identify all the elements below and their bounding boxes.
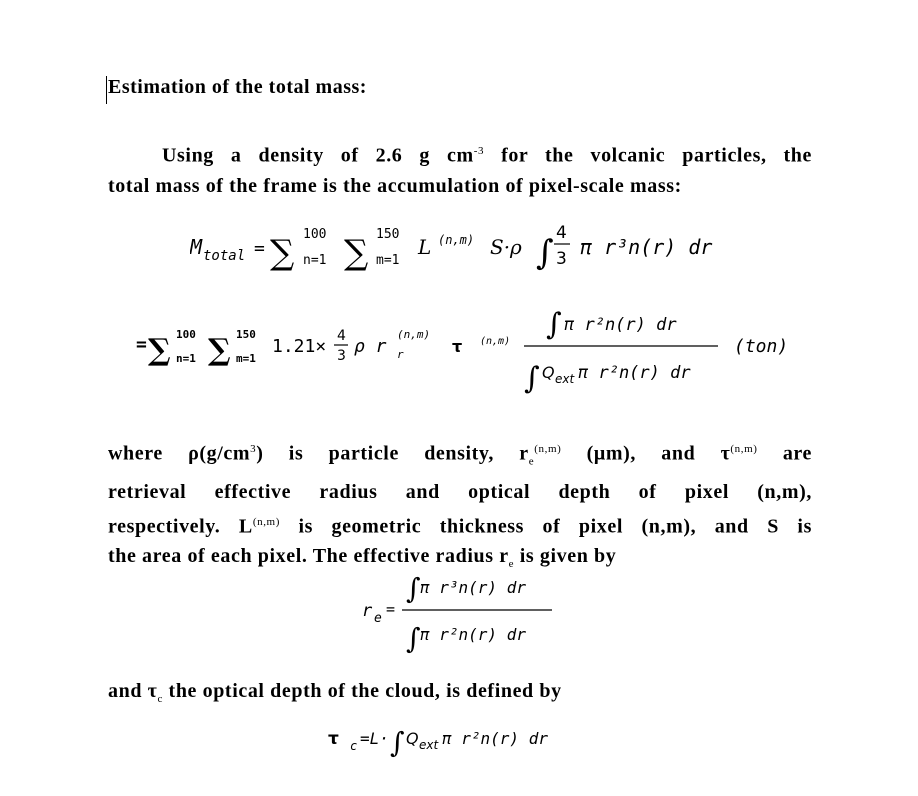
eq2-sum2-symbol: ∑ [208,333,231,368]
eq2-den-Q: Q [542,363,555,382]
eq2-r-sub: r [397,348,404,361]
eq3-lhs: r [362,601,373,621]
eq1-sum2-bot: m=1 [376,253,400,268]
definition-line-2: retrieval effective radius and optical depth of pixel (n,m), [108,480,812,503]
eq4-integrand: π r²n(r) dr [442,729,548,748]
eq2-frac-den: 3 [337,348,346,364]
definition-line-4: the area of each pixel. The effective radius $r_e$ is given by [108,545,617,571]
equation-total-mass [190,220,750,280]
intro-line-1: Using a density of 2.6 g $cm^{-3}$ for the volcanic particles, the [162,144,812,167]
eq2-num-integral: ∫ [546,307,562,342]
eq4-eq-L: =L· [360,729,389,748]
eq3-num-integral: ∫ [406,572,421,605]
eq4-Q: Q [406,729,419,748]
eq2-sum1-top: 100 [176,328,196,341]
eq3-den-integral: ∫ [406,622,421,655]
eq2-sum1-bot: n=1 [176,352,196,365]
eq4-Q-sub: ext [419,738,439,752]
intro-paragraph [108,136,812,201]
eq2-frac-num: 4 [337,328,346,344]
text-cursor [106,76,107,104]
eq3-denominator: π r²n(r) dr [420,625,526,644]
eq2-sum2-top: 150 [236,328,256,341]
eq1-frac-den: 3 [556,249,567,269]
eq1-integrand: π r³n(r) dr [580,235,713,259]
equation-optical-depth-svg [326,718,606,768]
eq2-den-integral: ∫ [524,361,540,396]
eq2-coefficient: 1.21× [272,336,327,357]
definition-line-3: respectively. L$^{(n,m)}$ is geometric thickness of pixel (n,m), and S is [108,515,812,538]
eq3-lhs-sub: e [374,611,382,626]
eq1-sum2-top: 150 [376,227,400,242]
eq1-L-sup: (n,m) [438,233,475,247]
eq2-tau: τ [452,337,463,356]
intro-line-2: total mass of the frame is the accumulation of pixel-scale mass: [108,174,682,197]
eq1-L: L [418,235,432,259]
eq2-unit: (ton) [734,336,789,357]
eq4-tau: τ [328,729,339,749]
equation-effective-radius-svg [360,568,580,658]
equation-effective-radius [360,568,580,658]
eq1-frac-num: 4 [556,223,567,243]
eq1-lhs: M [190,235,203,259]
eq4-integral: ∫ [390,726,405,759]
eq1-sum1-symbol: ∑ [270,233,295,273]
equation-total-mass-expanded-svg [134,300,814,400]
eq2-denominator: π r²n(r) dr [578,363,691,383]
eq2-equals: = [136,334,147,355]
eq2-sum2-bot: m=1 [236,352,256,365]
eq1-S-rho: S·ρ [490,235,522,259]
equation-total-mass-svg [190,220,750,280]
equation-total-mass-expanded [134,300,814,400]
section-heading: Estimation of the total mass: [108,76,367,98]
eq3-equals: = [386,600,396,618]
eq2-rho-r: ρ r [354,336,387,357]
optical-depth-paragraph [108,676,812,714]
optical-depth-line: and $\tau_c$ the optical depth of the cloud, is defined by [108,680,562,705]
eq1-equals: = [254,238,265,259]
definition-paragraph [108,434,812,579]
eq2-den-Q-sub: ext [555,372,575,386]
eq1-sum1-top: 100 [303,227,327,242]
eq1-sum2-symbol: ∑ [344,233,369,273]
eq3-numerator: π r³n(r) dr [420,578,526,597]
eq2-r-sup: (n,m) [397,328,431,341]
eq4-tau-sub: c [350,739,358,753]
eq2-numerator: π r²n(r) dr [564,315,677,335]
equation-optical-depth [326,718,606,768]
definition-line-1: where $\rho(g/cm^3)$ is particle density, $r_e^{(n,m)}$ (μm), and $\tau^{(n,m)}$ are [108,442,813,468]
eq2-tau-sup: (n,m) [480,336,511,347]
eq2-sum1-symbol: ∑ [148,333,171,368]
eq1-integral: ∫ [536,233,554,273]
eq1-lhs-sub: total [203,248,246,264]
eq1-sum1-bot: n=1 [303,253,327,268]
